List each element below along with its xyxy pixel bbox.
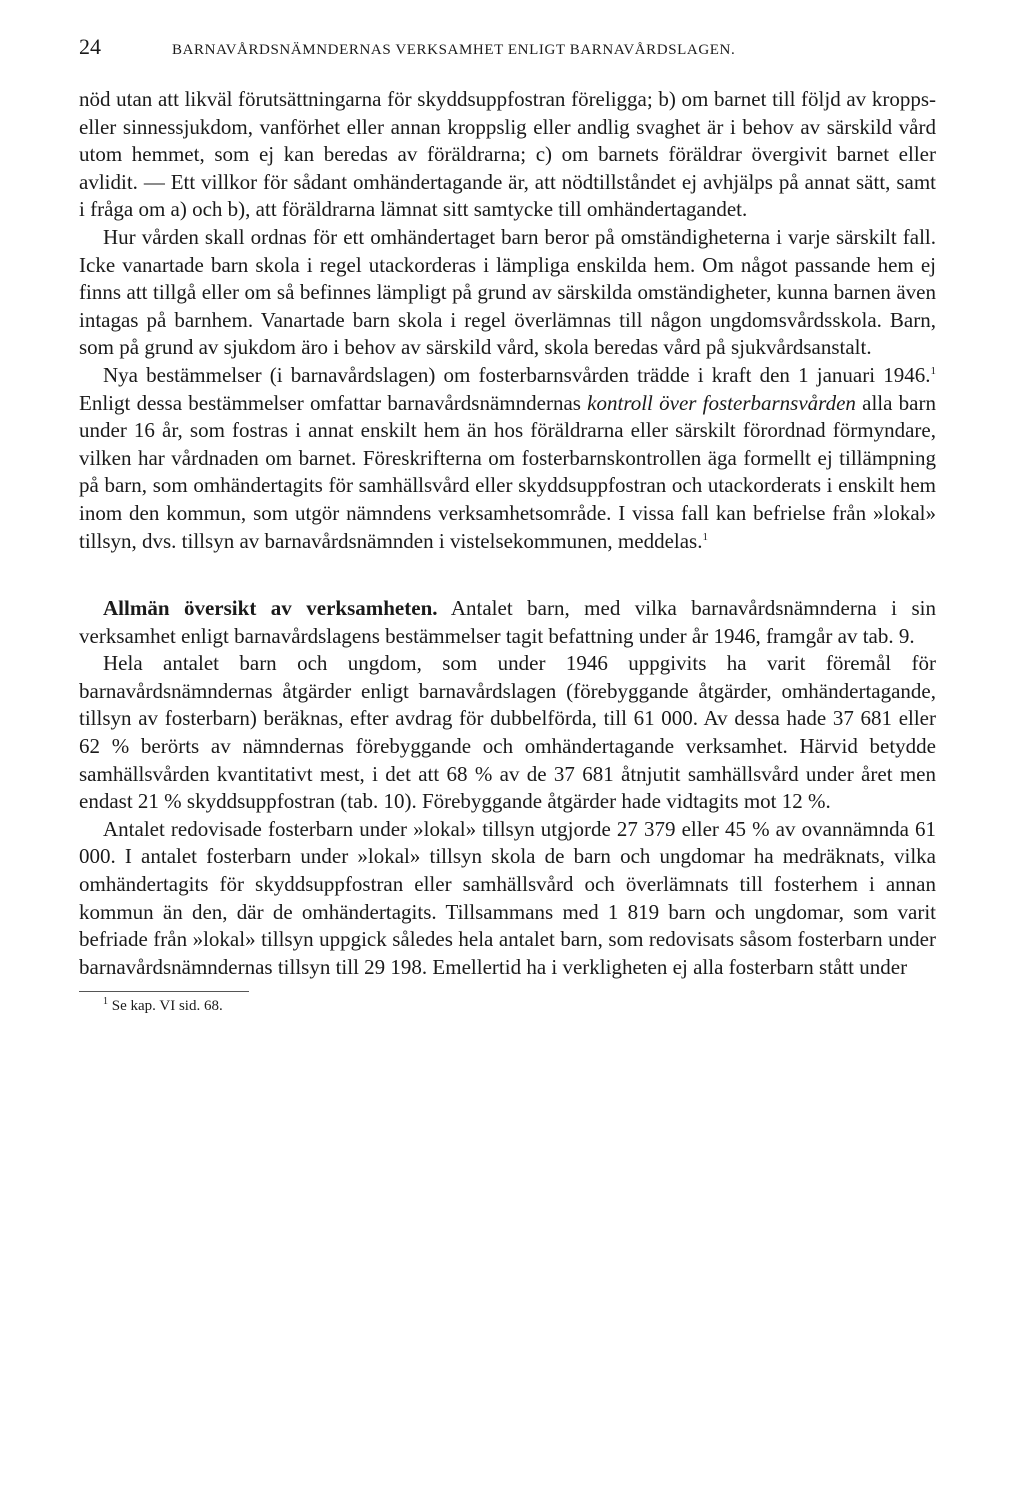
paragraph-text: Antalet barn, med vilka barnavårdsnämnderna i sin verksamhet enligt barnavårdslagens bestämmelser tagit befattning under år 1946, framgår av tab. 9. xyxy=(79,596,936,648)
running-head: BARNAVÅRDSNÄMNDERNAS VERKSAMHET ENLIGT BARNAVÅRDSLAGEN. xyxy=(172,42,736,58)
page-header xyxy=(79,34,936,60)
paragraph xyxy=(79,362,936,555)
footnote-reference: 1 xyxy=(702,530,708,543)
italic-phrase: kontroll över fosterbarnsvården xyxy=(587,390,856,415)
section-heading: Allmän översikt av verksamheten. xyxy=(103,596,438,621)
document-page xyxy=(79,34,936,1016)
footnote-marker: 1 xyxy=(103,996,108,1008)
paragraph-text: Enligt dessa bestämmelser omfattar barnavårdsnämndernas xyxy=(79,390,588,415)
footnote-reference: 1 xyxy=(930,364,936,377)
page-number: 24 xyxy=(79,34,101,59)
paragraph: Hur vården skall ordnas för ett omhändertaget barn beror på omständigheterna i varje särskilt fall. Icke vanartade barn skola i regel utackorderas i lämpliga enskilda hem. Om något passande hem ej finns att tillgå eller om så befinnes lämpligt på grund av särskilda omständigheter, kunna barnen även intagas på barnhem. Vanartade barn skola i regel överlämnas till någon ungdomsvårdsskola. Barn, som på grund av sjukdom äro i behov av särskild vård, skola beredas vård på sjukvårdsanstalt. xyxy=(79,224,936,360)
paragraph: Hela antalet barn och ungdom, som under 1946 uppgivits ha varit föremål för barnavårdsnämndernas åtgärder enligt barnavårdslagen (förebyggande åtgärder, omhändertagande, tillsyn av fosterbarn) beräknas, efter avdrag för dubbelförda, till 61 000. Av dessa hade 37 681 eller 62 % berörts av nämndernas förebyggande och omhändertagande verksamhet. Härvid betydde samhällsvården kvantitativt mest, i det att 68 % av de 37 681 åtnjutit samhällsvård under året men endast 21 % skyddsuppfostran (tab. 10). Förebyggande åtgärder hade vidtagits mot 12 %. xyxy=(79,651,936,814)
paragraph-text: alla barn under 16 år, som fostras i annat enskilt hem än hos föräldrarna eller särskilt förordnad förmyndare, vilken har vårdnaden om barnet. Föreskrifterna om fosterbarnskontrollen äga formellt ej tillämpning på barn, som omhändertagits för samhällsvård eller skyddsuppfostran och utackorderats i enskilt hem inom den kommun, som utgör nämndens verksamhetsområde. I vissa fall kan befrielse från »lokal» tillsyn, dvs. tillsyn av barnavårdsnämnden i vistelsekommunen, meddelas. xyxy=(79,390,936,553)
paragraph: Antalet redovisade fosterbarn under »lokal» tillsyn utgjorde 27 379 eller 45 % av ovannämnda 61 000. I antalet fosterbarn under »lokal» tillsyn skola de barn och ungdomar ha medräknats, vilka omhändertagits för skyddsuppfostran eller samhällsvård och överlämnats till fosterhem i annan kommun än den, där de omhändertagits. Tillsammans med 1 819 barn och ungdomar, som varit befriade från »lokal» tillsyn uppgick således hela antalet barn, som redovisats såsom fosterbarn under barnavårdsnämndernas tillsyn till 29 198. Emellertid ha i verkligheten ej alla fosterbarn stått under xyxy=(79,816,936,979)
section-paragraph xyxy=(79,595,936,650)
footnote-divider xyxy=(79,991,249,992)
body-text xyxy=(79,86,936,981)
paragraph-text: Nya bestämmelser (i barnavårdslagen) om fosterbarnsvården trädde i kraft den 1 januari 1946. xyxy=(103,362,931,387)
paragraph: nöd utan att likväl förutsättningarna för skyddsuppfostran föreligga; b) om barnet till följd av kropps- eller sinnessjukdom, vanförhet eller annan kroppslig eller andlig svaghet är i behov av särskild vård utom hemmet, som ej kan beredas av föräldrarna; c) om barnets föräldrar övergivit barnet eller avlidit. — Ett villkor för sådant omhändertagande är, att nödtillståndet ej avhjälps på annat sätt, samt i fråga om a) och b), att föräldrarna lämnat sitt samtycke till omhändertagandet. xyxy=(79,87,936,222)
footnote xyxy=(79,996,936,1016)
footnote-text: Se kap. VI sid. 68. xyxy=(108,998,223,1015)
